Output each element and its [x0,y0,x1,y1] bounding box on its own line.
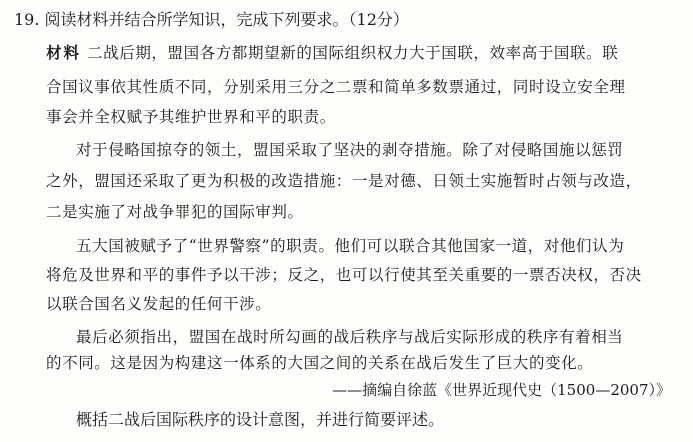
material-line-9: 以联合国名义发起的任何干涉。 [46,295,272,313]
material-label: 材料 [46,43,82,62]
material-line-8: 将危及世界和平的事件予以干涉；反之，也可以行使其至关重要的一票否决权，否决 [46,266,642,284]
material-line-11: 的不同。这是因为构建这一体系的大国之间的关系在战后发生了巨大的变化。 [46,354,594,372]
material-line-5: 之外，盟国还采取了更为积极的改造措施：一是对德、日领土实施暂时占领与改造， [46,172,642,190]
material-line-1 [46,42,618,64]
material-line-3: 事会并全权赋予其维护世界和平的职责。 [46,108,336,126]
question-header: 19. 阅读材料并结合所学知识，完成下列要求。（12分） [14,10,409,29]
material-line-7: 五大国被赋予了“世界警察”的职责。他们可以联合其他国家一道，对他们认为 [76,237,625,255]
question-prompt: 概括二战后国际秩序的设计意图，并进行简要评述。 [76,410,445,429]
source-citation: ——摘编自徐蓝《世界近现代史（1500—2007）》 [332,381,671,399]
material-line-10: 最后必须指出，盟国在战时所勾画的战后秩序与战后实际形成的秩序有着相当 [76,328,624,346]
material-line-4: 对于侵略国掠夺的领土，盟国采取了坚决的剥夺措施。除了对侵略国施以惩罚 [76,141,624,159]
material-line-6: 二是实施了对战争罪犯的国际审判。 [46,203,304,221]
material-text: 二战后期，盟国各方都期望新的国际组织权力大于国联，效率高于国联。联 [87,44,619,62]
material-line-2: 合国议事依其性质不同，分别采用三分之二票和简单多数票通过，同时设立安全理 [46,78,626,96]
